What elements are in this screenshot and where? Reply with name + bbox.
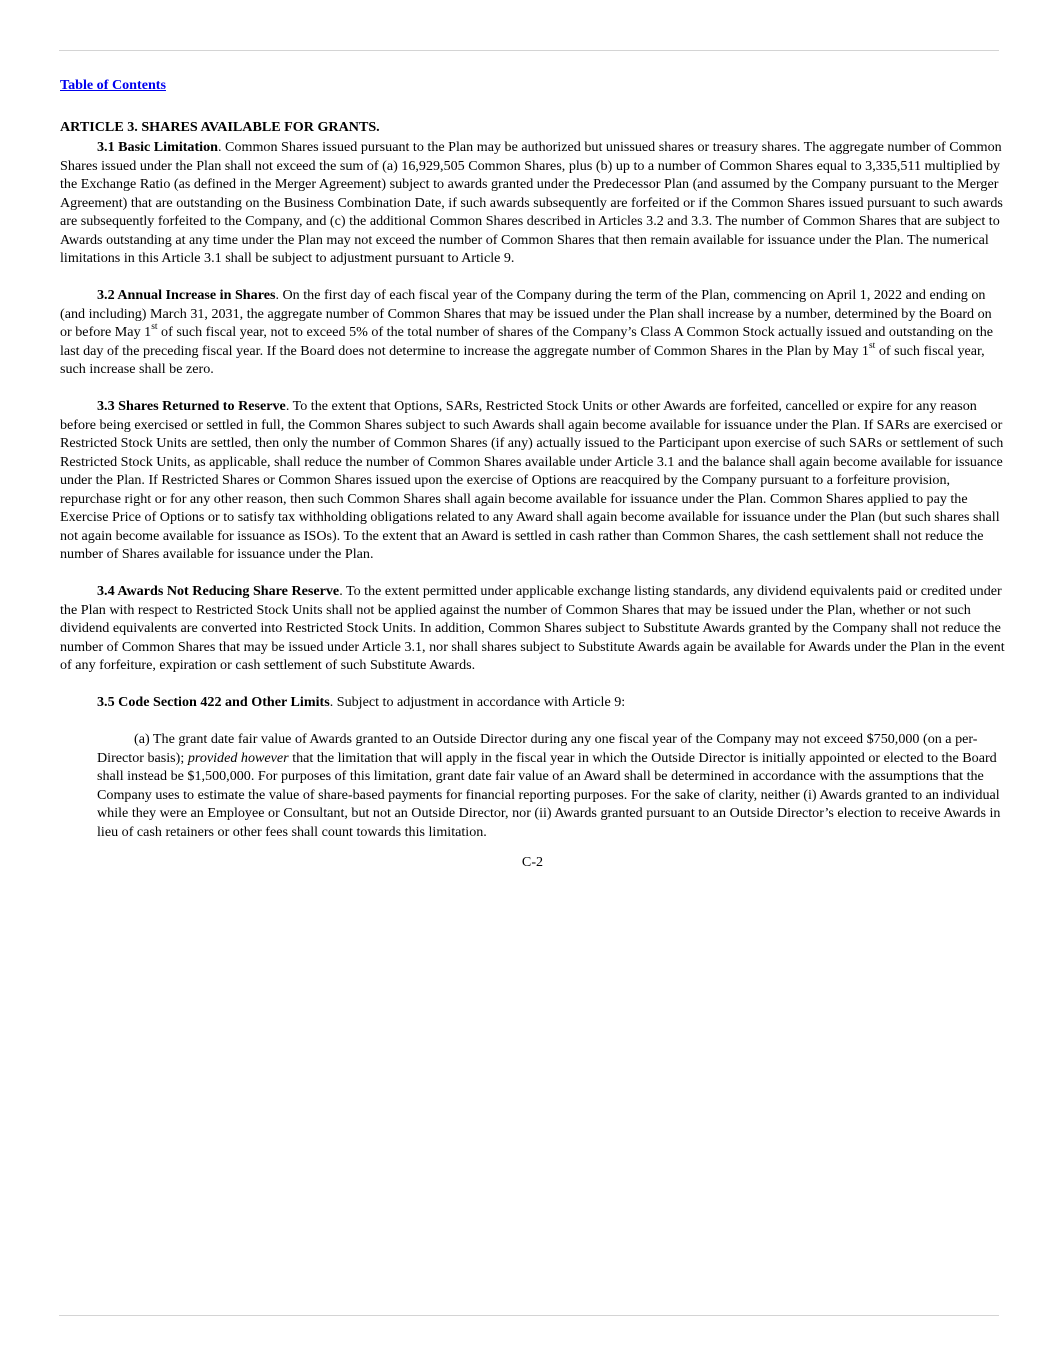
section-3-2-text-2: of such fiscal year, not to exceed 5% of the total number of shares of the Company’s Class A Common Stock actually issued and outstanding on the last day of the preceding fiscal year. If the Board does not determine to increase the aggregate number of Common Shares in the Plan by May 1 bbox=[60, 324, 994, 359]
page-content bbox=[60, 76, 1005, 872]
section-3-1 bbox=[60, 138, 1005, 268]
section-3-4-text: . To the extent permitted under applicable exchange listing standards, any dividend equivalents paid or credited under the Plan with respect to Restricted Stock Units shall not be applied against the number of Common Shares that may be issued under the Plan, whether or not such dividend equivalents are converted into Restricted Stock Units. In addition, Common Shares subject to Substitute Awards granted by the Company shall not reduce the number of Common Shares that may be issued under Article 3.1, nor shall shares subject to Substitute Awards again be available for Awards under the Plan in the event of any forfeiture, expiration or cash settlement of such Substitute Awards. bbox=[60, 583, 1005, 673]
section-3-5-heading: 3.5 Code Section 422 and Other Limits bbox=[97, 694, 330, 710]
section-3-4-heading: 3.4 Awards Not Reducing Share Reserve bbox=[97, 583, 340, 599]
section-3-5-subsection-a bbox=[60, 730, 1005, 841]
section-3-2-text-3: of such fiscal year, such increase shall be zero. bbox=[60, 342, 985, 377]
section-3-4 bbox=[60, 582, 1005, 675]
page-number: C-2 bbox=[521, 854, 544, 870]
section-3-2 bbox=[60, 286, 1005, 379]
table-of-contents-link[interactable]: Table of Contents bbox=[60, 77, 166, 93]
section-3-1-heading: 3.1 Basic Limitation bbox=[97, 139, 218, 155]
top-divider bbox=[59, 50, 999, 51]
section-3-2-heading: 3.2 Annual Increase in Shares bbox=[97, 287, 276, 303]
bottom-divider bbox=[59, 1315, 999, 1316]
section-3-2-superscript-1: st bbox=[151, 322, 158, 333]
subsection-a-text-2: that the limitation that will apply in the fiscal year in which the Outside Director is initially appointed or elected to the Board shall instead be $1,500,000. For purposes of this limitation, grant date fair value of an Award shall be determined in accordance with the assumptions that the Company uses to estimate the value of share-based payments for financial reporting purposes. For the sake of clarity, neither (i) Awards granted to an individual while they were an Employee or Consultant, but not an Outside Director, nor (ii) Awards granted pursuant to an Outside Director’s election to receive Awards in lieu of cash retainers or other fees shall count towards this limitation. bbox=[97, 749, 1001, 840]
section-3-1-text: . Common Shares issued pursuant to the Plan may be authorized but unissued shares or treasury shares. The aggregate number of Common Shares issued under the Plan shall not exceed the sum of (a) 16,929,505 Common Shares, plus (b) up to a number of Common Shares equal to 3,335,511 multiplied by the Exchange Ratio (as defined in the Merger Agreement) subject to awards granted under the Predecessor Plan (and assumed by the Company pursuant to the Merger Agreement) that are outstanding on the Business Combination Date, if such awards subsequently are forfeited or if the Common Shares issued pursuant to such awards are subsequently forfeited to the Company, and (c) the additional Common Shares described in Articles 3.2 and 3.3. The number of Common Shares that are subject to Awards outstanding at any time under the Plan may not exceed the number of Common Shares that then remain available for issuance under the Plan. The numerical limitations in this Article 3.1 shall be subject to adjustment pursuant to Article 9. bbox=[60, 139, 1003, 266]
section-3-3 bbox=[60, 397, 1005, 564]
section-3-5-text: . Subject to adjustment in accordance with Article 9: bbox=[329, 694, 626, 710]
section-3-5 bbox=[60, 693, 1005, 712]
section-3-3-text: . To the extent that Options, SARs, Restricted Stock Units or other Awards are forfeited, cancelled or expire for any reason before being exercised or settled in full, the Common Shares subject to such Awards shall again become available for issuance under the Plan. If SARs are exercised or Restricted Stock Units are settled, then only the number of Common Shares (if any) actually issued to the Participant upon exercise of such SARs or settlement of such Restricted Stock Units, as applicable, shall reduce the number of Common Shares available under Article 3.1 and the balance shall again become available for issuance under the Plan. If Restricted Shares or Common Shares issued upon the exercise of Options are reacquired by the Company pursuant to a forfeiture provision, repurchase right or for any other reason, then such Common Shares shall again become available for issuance under the Plan. Common Shares applied to pay the Exercise Price of Options or to satisfy tax withholding obligations related to any Award shall again become available for issuance under the Plan (but such shares shall not again become available for issuance as ISOs). To the extent that an Award is settled in cash rather than Common Shares, the cash settlement shall not reduce the number of Shares available for issuance under the Plan. bbox=[60, 398, 1004, 562]
section-3-3-heading: 3.3 Shares Returned to Reserve bbox=[97, 398, 286, 414]
article-title: ARTICLE 3. SHARES AVAILABLE FOR GRANTS. bbox=[60, 118, 380, 135]
section-3-2-text-1: . On the first day of each fiscal year of the Company during the term of the Plan, commencing on April 1, 2022 and ending on (and including) March 31, 2031, the aggregate number of Common Shares that may be issued under the Plan shall increase by a number, determined by the Board on or before May 1 bbox=[60, 287, 992, 340]
section-3-2-superscript-2: st bbox=[868, 340, 876, 351]
subsection-a-text-1: (a) The grant date fair value of Awards granted to an Outside Director during any one fiscal year of the Company may not exceed $750,000 (on a per-Director basis); bbox=[97, 731, 978, 766]
subsection-a-italic: provided however bbox=[187, 749, 289, 766]
